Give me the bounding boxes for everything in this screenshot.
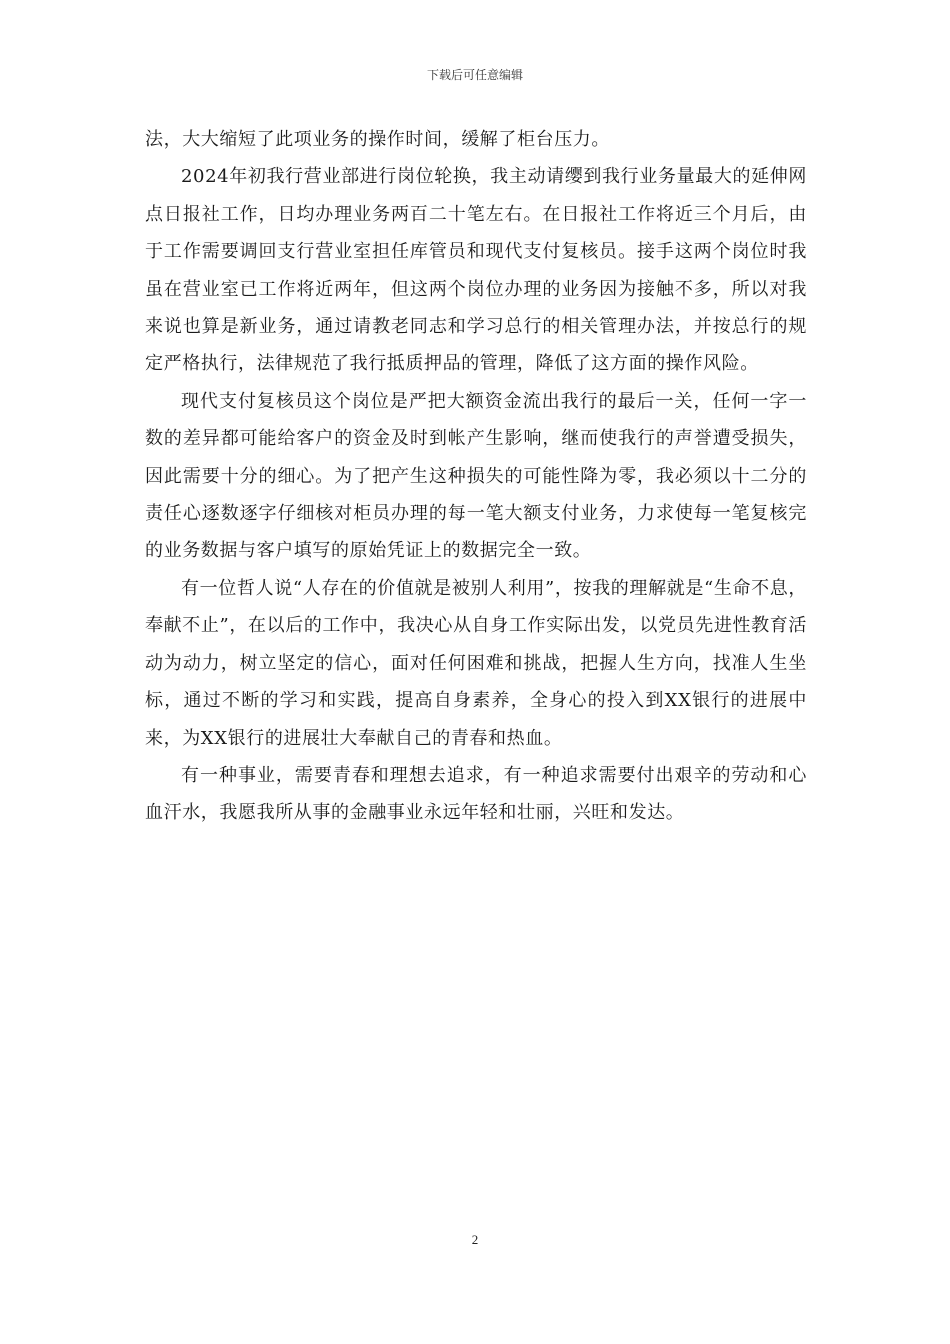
paragraph-philosopher-quote: 有一位哲人说“人存在的价值就是被别人利用”，按我的理解就是“生命不息，奉献不止”，在以后的工作中，我决心从自身工作实际出发，以党员先进性教育活动为动力，树立坚定的信心，面对任何困难和挑战，把握人生方向，找准人生坐标，通过不断的学习和实践，提高自身素养，全身心的投入到XX银行的进展中来，为XX银行的进展壮大奉献自己的青春和热血。 [145,577,807,749]
page-header-note: 下载后可任意编辑 [426,68,523,82]
paragraph-closing: 有一种事业，需要青春和理想去追求，有一种追求需要付出艰辛的劳动和心血汗水，我愿我所从事的金融事业永远年轻和壮丽，兴旺和发达。 [145,764,807,824]
paragraph-continuation: 法，大大缩短了此项业务的操作时间，缓解了柜台压力。 [145,129,610,150]
document-body [145,121,807,832]
page-number: 2 [471,1232,479,1247]
paragraph-payment-reviewer: 现代支付复核员这个岗位是严把大额资金流出我行的最后一关，任何一字一数的差异都可能给客户的资金及时到帐产生影响，继而使我行的声誉遭受损失，因此需要十分的细心。为了把产生这种损失的可能性降为零，我必须以十二分的责任心逐数逐字仔细核对柜员办理的每一笔大额支付业务，力求使每一笔复核完的业务数据与客户填写的原始凭证上的数据完全一致。 [145,390,807,562]
paragraph-job-rotation: 2024年初我行营业部进行岗位轮换，我主动请缨到我行业务量最大的延伸网点日报社工作，日均办理业务两百二十笔左右。在日报社工作将近三个月后，由于工作需要调回支行营业室担任库管员和现代支付复核员。接手这两个岗位时我虽在营业室已工作将近两年，但这两个岗位办理的业务因为接触不多，所以对我来说也算是新业务，通过请教老同志和学习总行的相关管理办法，并按总行的规定严格执行，法律规范了我行抵质押品的管理，降低了这方面的操作风险。 [145,166,807,375]
